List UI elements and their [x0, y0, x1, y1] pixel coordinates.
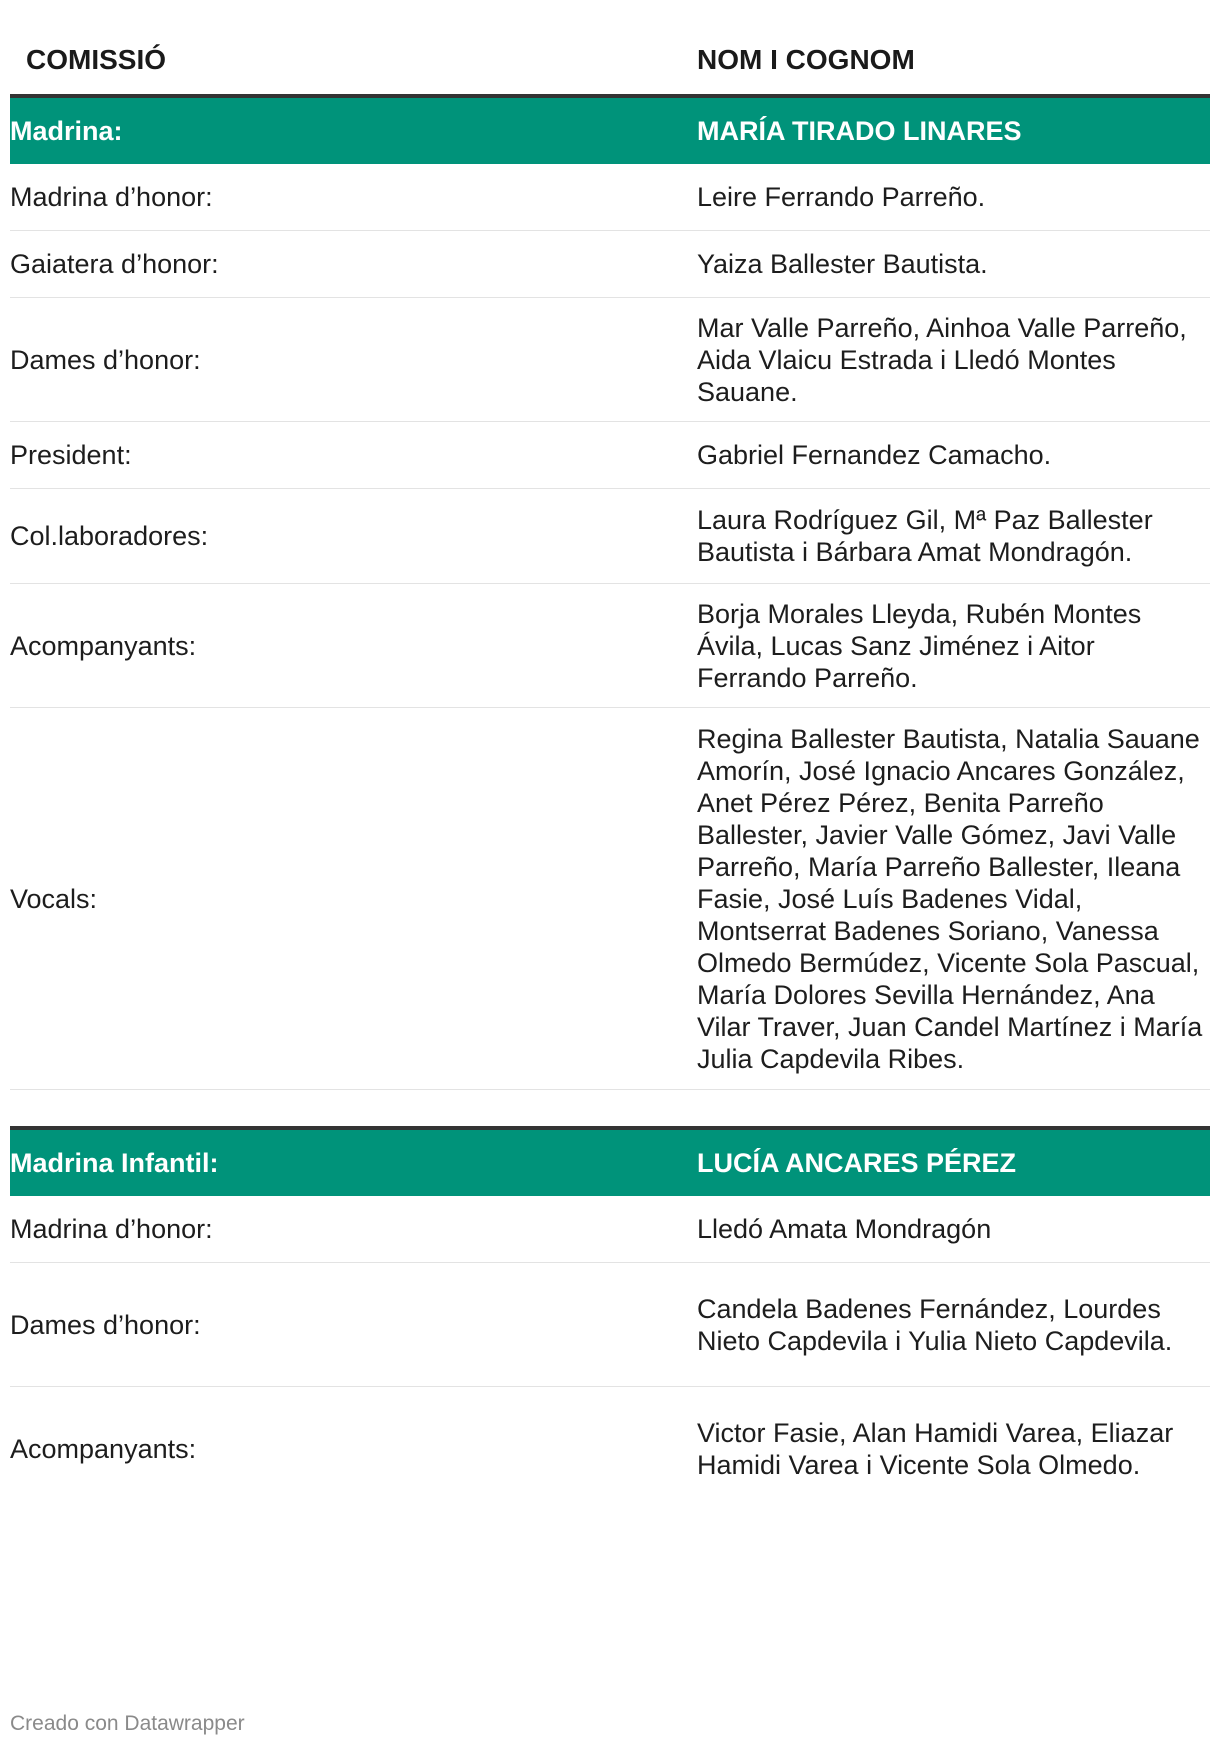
datawrapper-credit[interactable]: Creado con Datawrapper [10, 1712, 245, 1735]
row-value: Laura Rodríguez Gil, Mª Paz Ballester Bautista i Bárbara Amat Mondragón. [697, 505, 1153, 567]
row-label: Madrina d’honor: [10, 1214, 213, 1244]
header-commissio: COMISSIÓ [26, 44, 167, 75]
row-value: Regina Ballester Bautista, Natalia Sauane Amorín, José Ignacio Ancares González, Anet Pérez Pérez, Benita Parreño Ballester, Javier Valle Gómez, Javi Valle Parreño, María Parreño Ballester, Ileana Fasie, José Luís Badenes Vidal, Montserrat Badenes Soriano, Vanessa Olmedo Bermúdez, Vicente Sola Pascual, María Dolores Sevilla Hernández, Ana Vilar Traver, Juan Candel Martínez i María Julia Capdevila Ribes. [697, 723, 1203, 1074]
row-value: LUCÍA ANCARES PÉREZ [697, 1148, 1017, 1178]
table-row [10, 164, 1210, 231]
row-label: Madrina d’honor: [10, 182, 213, 212]
row-value: Gabriel Fernandez Camacho. [697, 440, 1052, 470]
table-row [10, 708, 1210, 1090]
row-label: Dames d’honor: [10, 344, 201, 375]
row-label: Madrina: [10, 116, 123, 146]
row-value: Leire Ferrando Parreño. [697, 182, 986, 212]
row-label: President: [10, 440, 132, 470]
row-label: Vocals: [10, 883, 98, 914]
section-divider [10, 1090, 1210, 1130]
data-table [10, 0, 1210, 1511]
row-label: Madrina Infantil: [10, 1148, 219, 1178]
table-header [10, 0, 1210, 98]
row-value: Victor Fasie, Alan Hamidi Varea, Eliazar Hamidi Varea i Vicente Sola Olmedo. [697, 1418, 1174, 1480]
row-label: Acompanyants: [10, 630, 197, 661]
row-value: Mar Valle Parreño, Ainhoa Valle Parreño, Aida Vlaicu Estrada i Lledó Montes Sauane. [697, 312, 1187, 407]
row-label: Col.laboradores: [10, 521, 209, 551]
row-value: Candela Badenes Fernández, Lourdes Nieto Capdevila i Yulia Nieto Capdevila. [697, 1293, 1173, 1356]
table-row [10, 422, 1210, 489]
table-row [10, 1387, 1210, 1511]
table-row [10, 584, 1210, 708]
row-label: Dames d’honor: [10, 1309, 201, 1340]
table-row [10, 1263, 1210, 1387]
row-value: Lledó Amata Mondragón [697, 1214, 992, 1244]
row-label: Acompanyants: [10, 1434, 197, 1464]
table-row [10, 298, 1210, 422]
section-title-row [10, 1130, 1210, 1196]
row-label: Gaiatera d’honor: [10, 249, 219, 279]
row-value: Borja Morales Lleyda, Rubén Montes Ávila, Lucas Sanz Jiménez i Aitor Ferrando Parreño. [697, 598, 1142, 693]
row-value: Yaiza Ballester Bautista. [697, 249, 988, 279]
table-row [10, 489, 1210, 584]
table-row [10, 1196, 1210, 1263]
header-nom-i-cognom: NOM I COGNOM [697, 44, 915, 75]
table-row [10, 231, 1210, 298]
row-value: MARÍA TIRADO LINARES [697, 116, 1022, 146]
section-title-row [10, 98, 1210, 164]
